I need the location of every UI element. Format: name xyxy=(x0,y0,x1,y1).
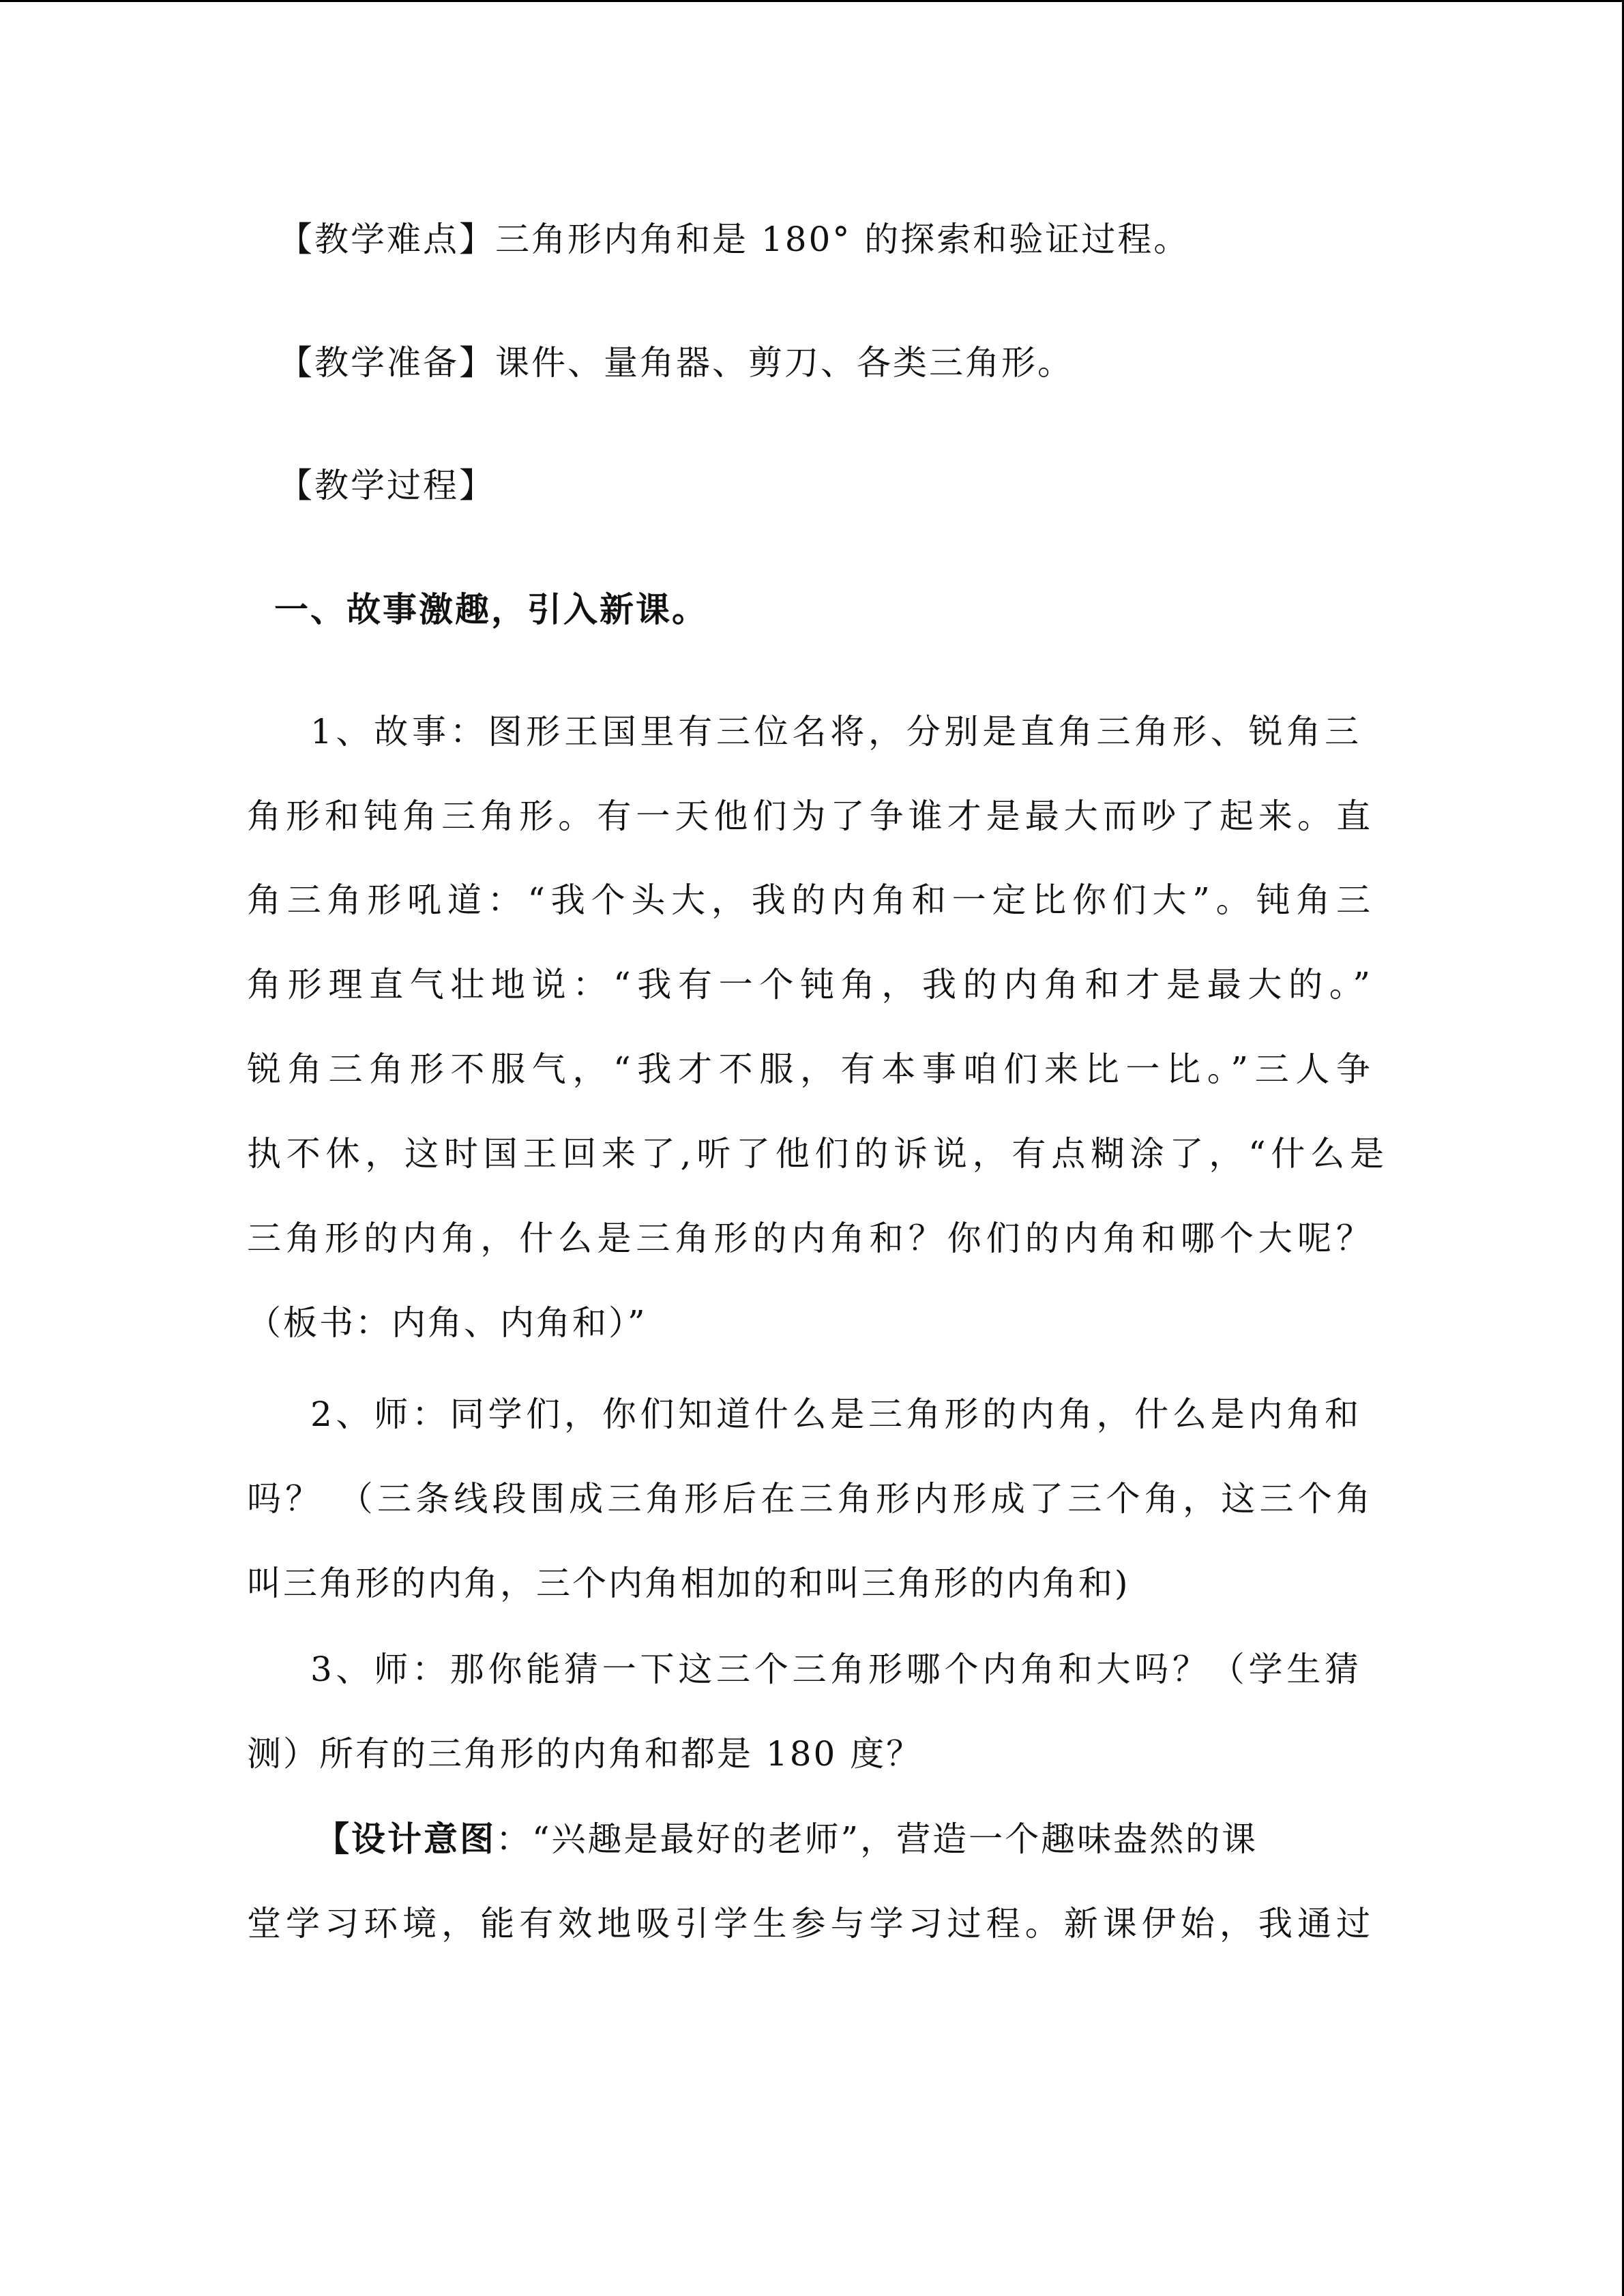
design-intent-label: 【设计意图 xyxy=(315,1819,496,1859)
paragraph-line: 吗？ （三条线段围成三角形后在三角形内形成了三个角，这三个角 xyxy=(247,1479,1372,1519)
paragraph-line: 执不休，这时国王回来了,听了他们的诉说，有点糊涂了，“什么是 xyxy=(247,1134,1386,1174)
paragraph-line: 堂学习环境，能有效地吸引学生参与学习过程。新课伊始，我通过 xyxy=(247,1904,1372,1943)
paragraph-line: 角形和钝角三角形。有一天他们为了争谁才是最大而吵了起来。直 xyxy=(247,796,1372,836)
design-intent-line xyxy=(315,1819,1258,1860)
paragraph-line: 叫三角形的内角，三个内角相加的和叫三角形的内角和) xyxy=(247,1564,1130,1603)
paragraph-line: 2、师：同学们，你们知道什么是三角形的内角，什么是内角和 xyxy=(310,1395,1361,1434)
paragraph-line: （板书：内角、内角和）” xyxy=(247,1303,647,1343)
paragraph-line: 角形理直气壮地说：“我有一个钝角，我的内角和才是最大的。” xyxy=(247,965,1372,1004)
page-top-border xyxy=(0,0,1624,2)
paragraph-line: 三角形的内角，什么是三角形的内角和？你们的内角和哪个大呢？ xyxy=(247,1219,1372,1258)
teaching-process-heading: 【教学过程】 xyxy=(278,466,495,505)
design-intent-text: ：“兴趣是最好的老师”，营造一个趣味盎然的课 xyxy=(496,1819,1258,1859)
section-one-heading: 一、故事激趣，引入新课。 xyxy=(274,589,708,629)
paragraph-line: 1、故事：图形王国里有三位名将，分别是直角三角形、锐角三 xyxy=(310,712,1361,751)
paragraph-line: 角三角形吼道：“我个头大，我的内角和一定比你们大”。钝角三 xyxy=(247,880,1372,920)
paragraph-line: 锐角三角形不服气，“我才不服，有本事咱们来比一比。”三人争 xyxy=(247,1049,1372,1089)
teaching-difficulty: 【教学难点】三角形内角和是 180° 的探索和验证过程。 xyxy=(278,220,1190,259)
paragraph-line: 测）所有的三角形的内角和都是 180 度？ xyxy=(247,1734,923,1774)
paragraph-line: 3、师：那你能猜一下这三个三角形哪个内角和大吗？（学生猜 xyxy=(310,1650,1361,1689)
teaching-preparation: 【教学准备】课件、量角器、剪刀、各类三角形。 xyxy=(278,343,1074,383)
